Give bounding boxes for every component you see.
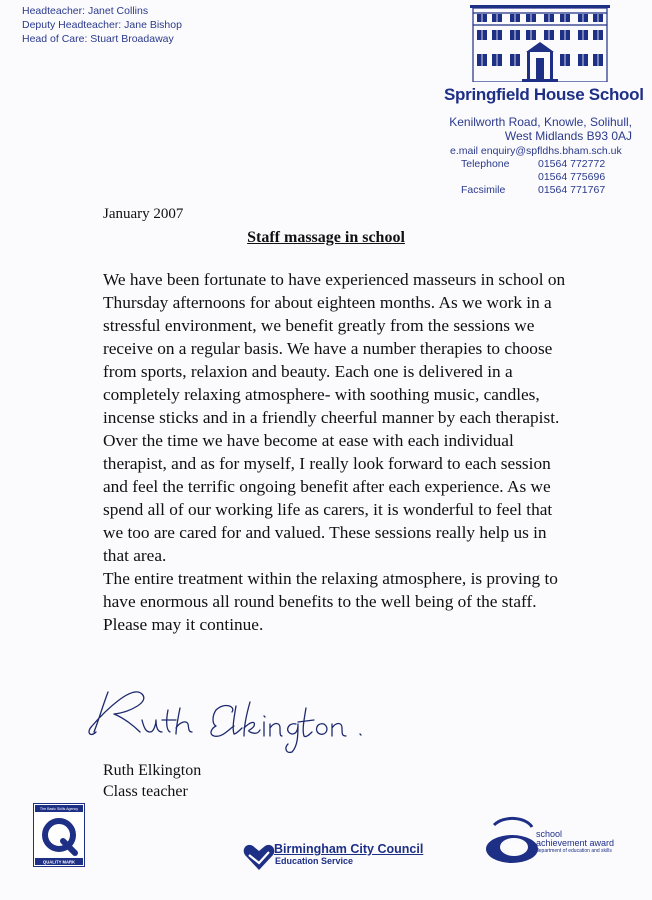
handwritten-signature [84, 680, 374, 760]
school-name: Springfield House School [444, 85, 644, 104]
award-line-2: achievement award [536, 838, 615, 848]
telephone-number-1: 01564 772772 [538, 158, 606, 170]
head-of-care: Head of Care: Stuart Broadaway [22, 33, 174, 45]
award-text [536, 830, 614, 855]
letter-paragraph-1: We have been fortunate to have experienced masseurs in school on Thursday afternoons for about eighteen months. As we work in a stressful environment, we benefit greatly from the sessions we receive on a regular basis. We have a number therapies to choose from sports, relaxion and beauty. Each one is delivered in a completely relaxing atmosphere- with soothing music, candles, incense sticks and in a friendly cheerful manner by each therapist. Over the time we have become at ease with each individual therapist, and as for myself, I really look forward to each session and feel the terrific ongoing benefit after each experience. As we spend all of our working life as carers, it is wonderful to feel that we too are cared for and valued. These sessions really help us in that area. [103, 270, 566, 565]
signer-block [103, 760, 201, 802]
council-service: Education Service [275, 856, 354, 866]
telephone-label: Telephone [461, 158, 510, 170]
school-building-logo [470, 2, 610, 82]
school-achievement-award-logo [480, 815, 540, 871]
school-address [449, 115, 632, 143]
quality-mark-logo [33, 803, 85, 867]
email-line: e.mail enquiry@spfldhs.bham.sch.uk [450, 145, 622, 157]
deputy-headteacher: Deputy Headteacher: Jane Bishop [22, 19, 182, 31]
letter-paragraph-2: The entire treatment within the relaxing atmosphere, is proving to have enormous all round benefits to the well being of the staff. Please may it continue. [103, 569, 558, 634]
phone-table [461, 158, 605, 197]
headteacher: Headteacher: Janet Collins [22, 5, 149, 17]
telephone-number-2: 01564 775696 [538, 171, 606, 183]
council-name: Birmingham City Council [274, 842, 424, 856]
letter-date: January 2007 [103, 206, 184, 222]
fax-label: Facsimile [461, 184, 506, 196]
staff-list [22, 4, 182, 46]
address-line-2: West Midlands B93 0AJ [504, 129, 632, 143]
svg-text:The Basic Skills Agency: The Basic Skills Agency [39, 807, 79, 812]
letter-body [103, 268, 573, 636]
fax-number: 01564 771767 [538, 184, 606, 196]
letter-subject: Staff massage in school [247, 229, 405, 246]
address-line-1: Kenilworth Road, Knowle, Solihull, [449, 115, 632, 129]
signer-name: Ruth Elkington [103, 762, 202, 779]
svg-text:2003: 2003 [502, 844, 520, 853]
signer-role: Class teacher [103, 783, 188, 800]
svg-text:QUALITY MARK: QUALITY MARK [42, 859, 76, 865]
council-logo [274, 842, 423, 866]
award-line-1: school [536, 829, 563, 839]
award-department: department of education and skills [536, 848, 612, 854]
council-heart-icon [243, 843, 275, 871]
contact-details [450, 145, 622, 197]
